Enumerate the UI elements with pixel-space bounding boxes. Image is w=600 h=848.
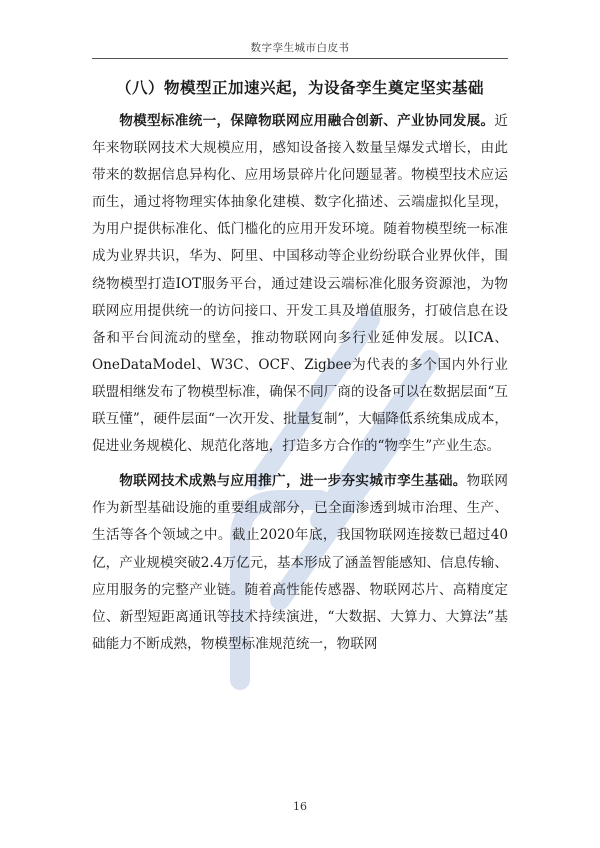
paragraph-lead: 物模型标准统一，保障物联网应用融合创新、产业协同发展。 xyxy=(119,113,495,129)
paragraph-text: 近年来物联网技术大规模应用，感知设备接入数量呈爆发式增长，由此带来的数据信息异构化、应用场景碎片化问题显著。物模型技术应运而生，通过将物理实体抽象化建模、数字化描述、云端虚拟化呈现，为用户提供标准化、低门槛化的应用开发环境。随着物模型统一标准成为业界共识，华为、阿里、中国移动等企业纷纷联合业界伙伴，围绕物模型打造IOT服务平台，通过建设云端标准化服务资源池，为物联网应用提供统一的访问接口、开发工具及增值服务，打破信息在设备和平台间流动的壁垒，推动物联网向多行业延伸发展。以ICA、OneDataModel、W3C、OCF、Zigbee为代表的多个国内外行业联盟相继发布了物模型标准，确保不同厂商的设备可以在数据层面“互联互懂”，硬件层面“一次开发、批量复制”，大幅降低系统集成成本，促进业务规模化、规范化落地，打造多方合作的“物孪生”产业生态。 xyxy=(92,113,508,455)
paragraph-lead: 物联网技术成熟与应用推广，进一步夯实城市孪生基础。 xyxy=(119,473,467,490)
header-rule xyxy=(92,58,508,59)
page-number: 16 xyxy=(293,800,307,813)
paragraph-text: 物联网作为新型基础设施的重要组成部分，已全面渗透到城市治理、生产、生活等各个领域之中。截止2020年底，我国物联网连接数已超过40亿，产业规模突破2.4万亿元，基本形成了涵盖智能感知、信息传输、应用服务的完整产业链。随着高性能传感器、物联网芯片、高精度定位、新型短距离通讯等技术持续演进，“大数据、大算力、大算法”基础能力不断成熟，物模型标准规范统一，物联网 xyxy=(92,473,509,652)
body-text xyxy=(92,108,508,666)
section-heading: （八）物模型正加速兴起，为设备孪生奠定坚实基础 xyxy=(115,78,484,97)
running-header: 数字孪生城市白皮书 xyxy=(250,42,350,54)
paragraph xyxy=(92,468,508,658)
paragraph xyxy=(92,108,508,460)
